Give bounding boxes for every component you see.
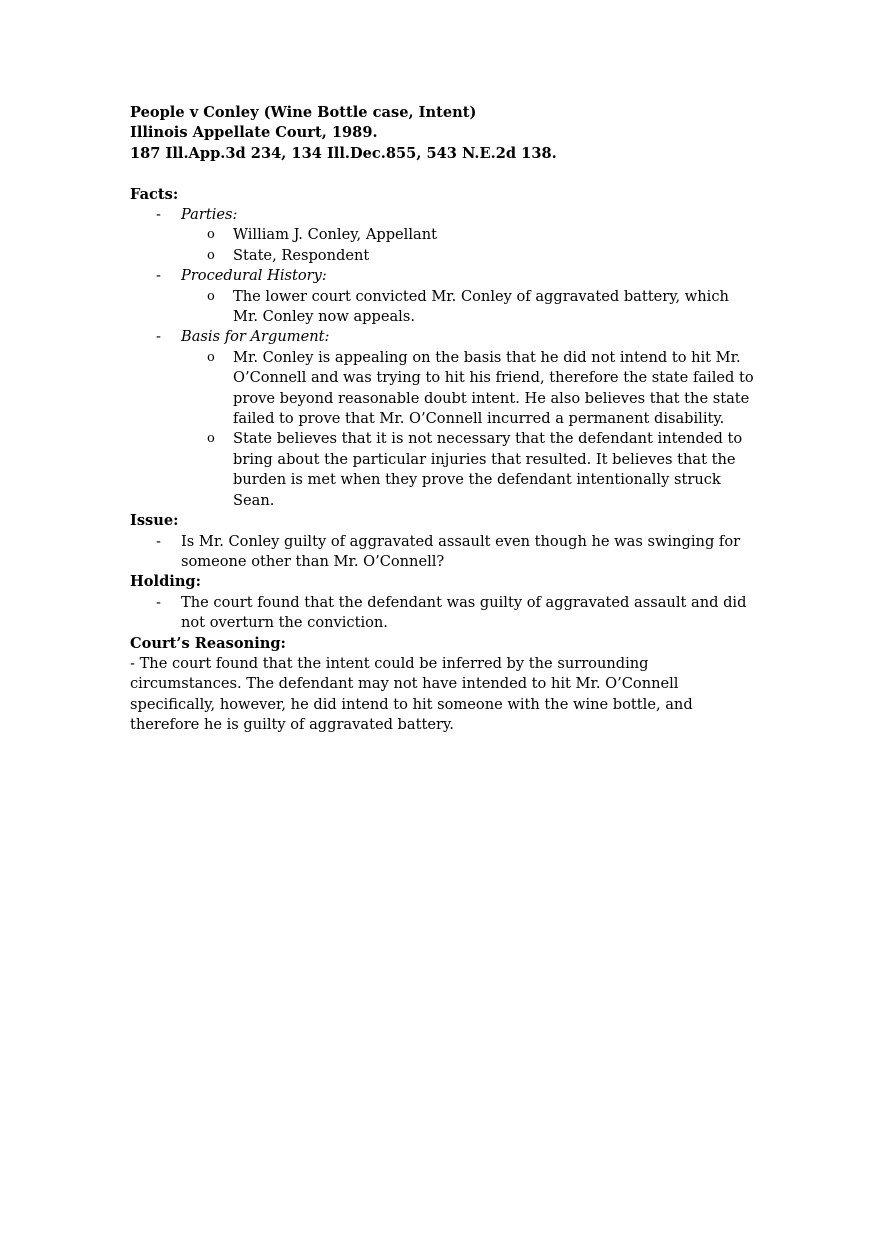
facts-heading: Facts:: [130, 185, 179, 203]
dash-bullet: -: [156, 532, 161, 550]
circle-bullet: o: [207, 247, 215, 263]
text-line: Mr. Conley is appealing on the basis that he did not intend to hit Mr.: [233, 348, 741, 366]
list-item: [130, 593, 760, 634]
text-line: The lower court convicted Mr. Conley of aggravated battery, which: [233, 287, 729, 305]
text-line: - The court found that the intent could be inferred by the surrounding: [130, 654, 649, 672]
dash-bullet: -: [156, 593, 161, 611]
text-line: someone other than Mr. O’Connell?: [181, 552, 445, 570]
text-line: circumstances. The defendant may not have intended to hit Mr. O’Connell: [130, 675, 679, 693]
reasoning-heading: Court’s Reasoning:: [130, 634, 286, 652]
text-line: State believes that it is not necessary that the defendant intended to: [233, 430, 743, 448]
parties-label: Parties:: [181, 206, 238, 224]
list-item: [130, 287, 760, 328]
list-item: [130, 246, 760, 266]
basis-label: Basis for Argument:: [181, 328, 330, 346]
circle-bullet: o: [207, 227, 215, 243]
text-line: Is Mr. Conley guilty of aggravated assault even though he was swinging for: [181, 532, 741, 550]
dash-bullet: -: [156, 206, 161, 224]
text-line: burden is met when they prove the defendant intentionally struck: [233, 471, 721, 489]
list-item: [130, 327, 760, 347]
list-item: [130, 225, 760, 245]
circle-bullet: o: [207, 349, 215, 365]
document-page: [130, 103, 760, 736]
circle-bullet: o: [207, 288, 215, 304]
text-line: O’Connell and was trying to hit his friend, therefore the state failed to: [233, 369, 754, 387]
text-line: failed to prove that Mr. O’Connell incurred a permanent disability.: [233, 410, 725, 428]
text-line: The court found that the defendant was guilty of aggravated assault and did: [181, 593, 747, 611]
issue-heading: Issue:: [130, 512, 179, 530]
procedural-history-label: Procedural History:: [181, 267, 327, 285]
text-line: specifically, however, he did intend to hit someone with the wine bottle, and: [130, 695, 693, 713]
list-item: [130, 532, 760, 573]
case-citation: 187 Ill.App.3d 234, 134 Ill.Dec.855, 543 N.E.2d 138.: [130, 144, 557, 162]
dash-bullet: -: [156, 267, 161, 285]
text-line: Mr. Conley now appeals.: [233, 308, 415, 326]
court-name: Illinois Appellate Court, 1989.: [130, 124, 378, 142]
party-entry: William J. Conley, Appellant: [233, 226, 437, 244]
holding-heading: Holding:: [130, 573, 202, 591]
party-entry: State, Respondent: [233, 246, 370, 264]
text-line: not overturn the conviction.: [181, 614, 388, 632]
list-item: [130, 429, 760, 511]
circle-bullet: o: [207, 431, 215, 447]
text-line: therefore he is guilty of aggravated battery.: [130, 716, 454, 734]
text-line: bring about the particular injuries that resulted. It believes that the: [233, 450, 736, 468]
dash-bullet: -: [156, 328, 161, 346]
list-item: [130, 266, 760, 286]
case-title: People v Conley (Wine Bottle case, Intent): [130, 104, 477, 121]
list-item: [130, 205, 760, 225]
spacer: [130, 164, 760, 184]
list-item: [130, 348, 760, 430]
text-line: Sean.: [233, 491, 275, 509]
text-line: prove beyond reasonable doubt intent. He also believes that the state: [233, 389, 750, 407]
